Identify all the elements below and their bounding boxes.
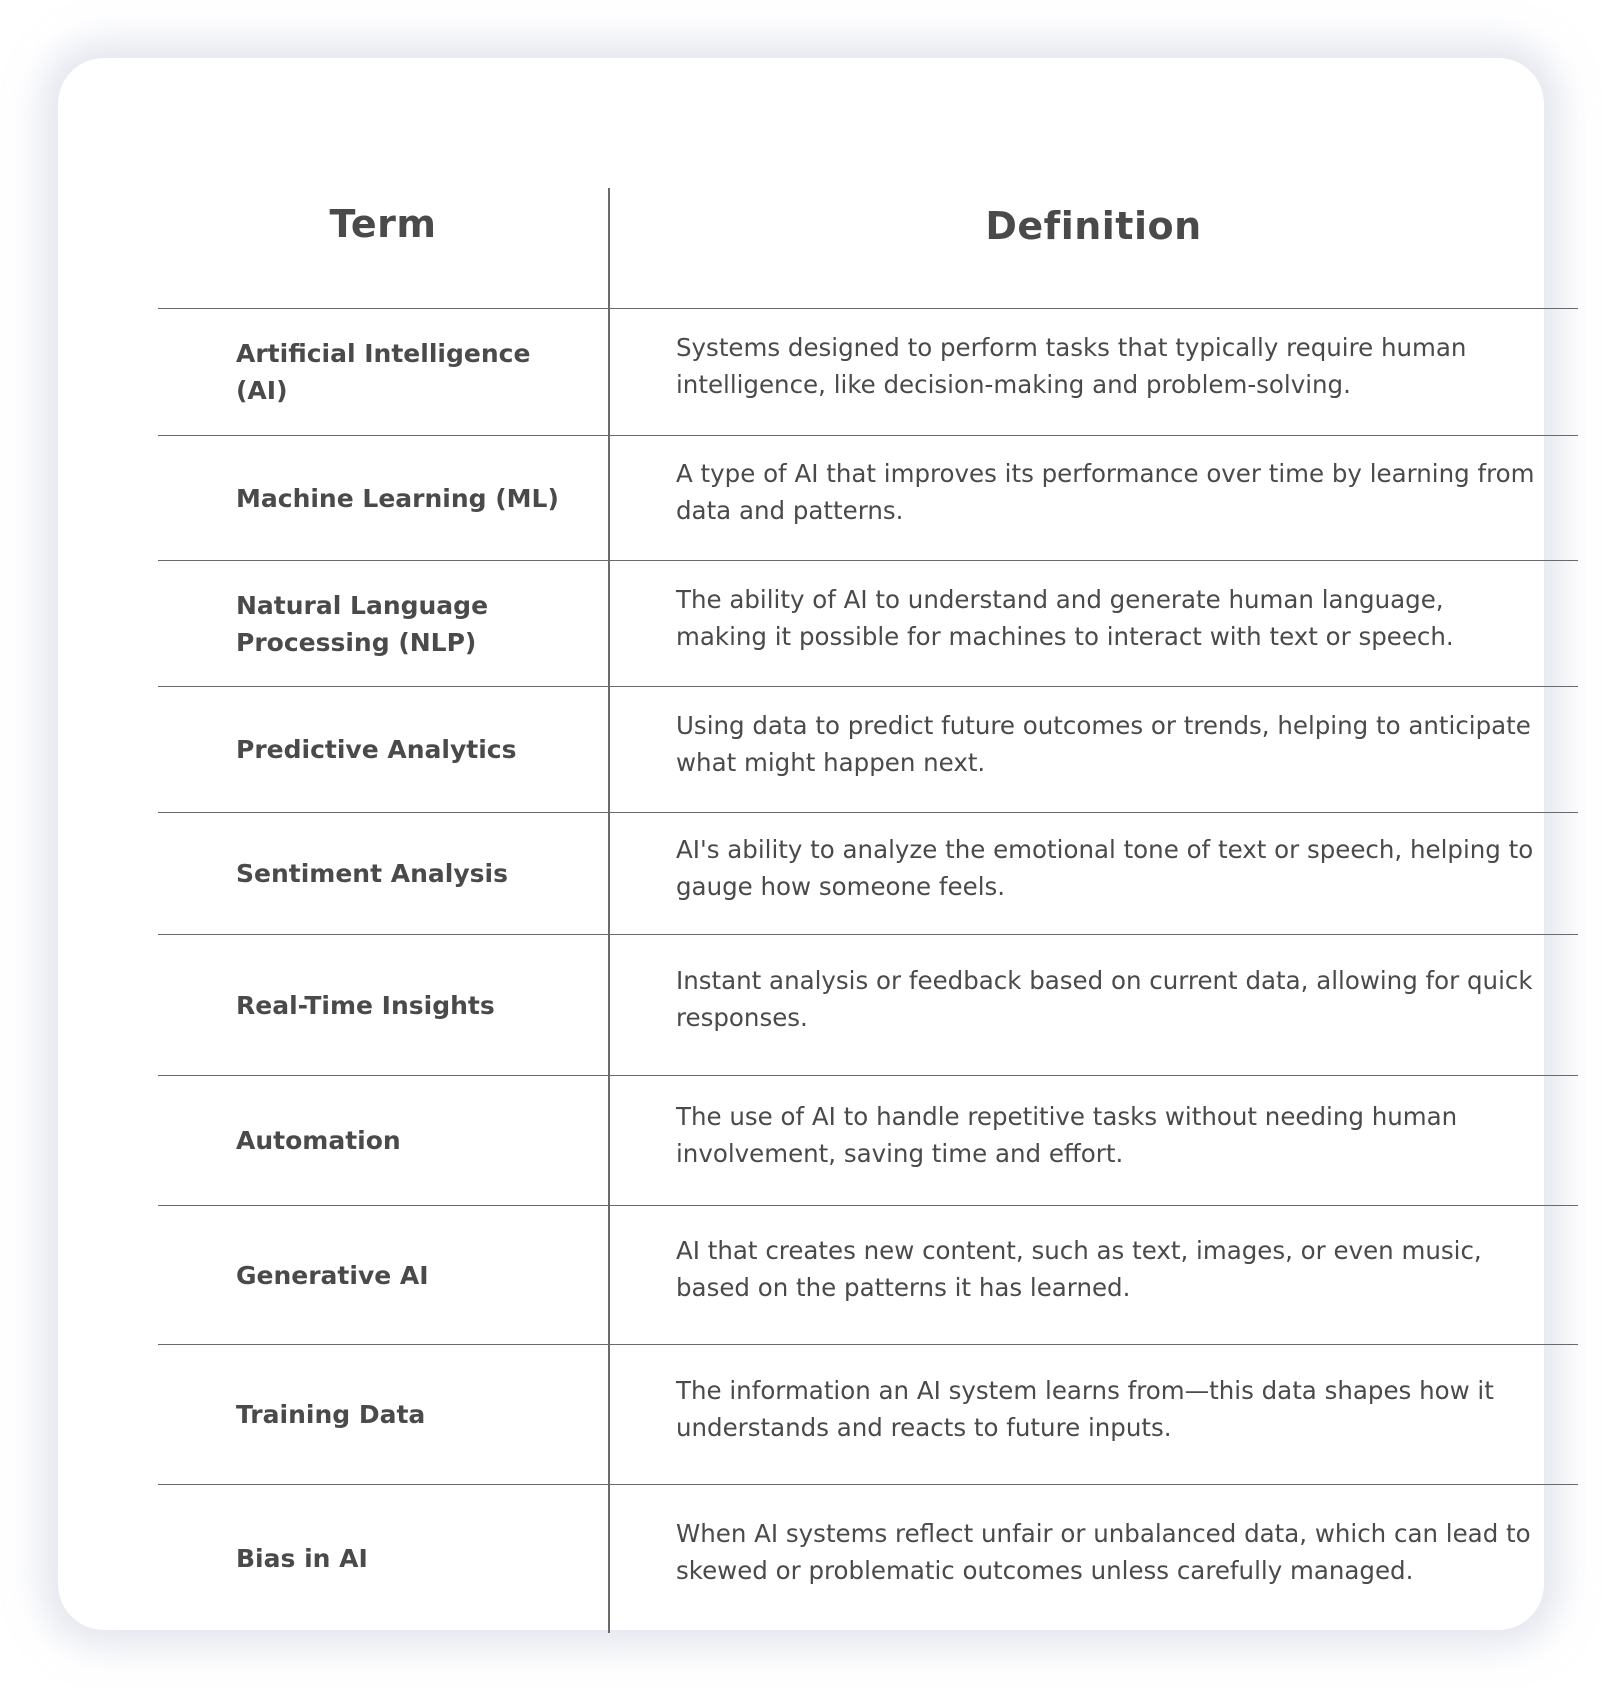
term-column-header: Term — [329, 202, 437, 246]
table-row — [158, 1345, 1578, 1485]
glossary-table — [158, 188, 1578, 1631]
term-cell: Real-Time Insights — [236, 990, 495, 1020]
table-header — [158, 188, 1578, 309]
table-row — [158, 1206, 1578, 1345]
term-cell: Natural Language Processing (NLP) — [236, 590, 489, 657]
table-row — [158, 309, 1578, 436]
term-cell: Training Data — [236, 1400, 426, 1429]
table-row — [158, 687, 1578, 813]
table-row — [158, 935, 1578, 1076]
table-row — [158, 436, 1578, 561]
glossary-card — [58, 58, 1544, 1630]
definition-cell: AI that creates new content, such as text, images, or even music, based on the patterns it has learned. — [676, 1236, 1482, 1302]
term-cell: Artificial Intelligence (AI) — [236, 339, 531, 405]
definition-cell: When AI systems reflect unfair or unbalanced data, which can lead to skewed or problematic outcomes unless carefully managed. — [676, 1519, 1531, 1585]
term-cell: Predictive Analytics — [236, 735, 517, 764]
definition-cell: The information an AI system learns from—this data shapes how it understands and reacts to future inputs. — [676, 1375, 1494, 1442]
term-cell: Bias in AI — [236, 1543, 368, 1573]
table-row — [158, 561, 1578, 687]
definition-cell: AI's ability to analyze the emotional tone of text or speech, helping to gauge how someone feels. — [676, 834, 1534, 901]
table-row — [158, 1076, 1578, 1206]
definition-cell: Instant analysis or feedback based on current data, allowing for quick responses. — [676, 966, 1533, 1032]
term-cell: Automation — [236, 1126, 401, 1155]
definition-column-header: Definition — [985, 204, 1202, 248]
term-cell: Generative AI — [236, 1260, 429, 1290]
table-row — [158, 813, 1578, 935]
table-row — [158, 1485, 1578, 1631]
definition-cell: A type of AI that improves its performance over time by learning from data and patterns. — [676, 459, 1535, 525]
definition-cell: The ability of AI to understand and generate human language, making it possible for machines to interact with text or speech. — [676, 584, 1454, 651]
definition-cell: The use of AI to handle repetitive tasks without needing human involvement, saving time and effort. — [676, 1101, 1458, 1168]
definition-cell: Using data to predict future outcomes or trends, helping to anticipate what might happen next. — [676, 710, 1531, 777]
term-cell: Machine Learning (ML) — [236, 483, 559, 513]
definition-cell: Systems designed to perform tasks that typically require human intelligence, like decision-making and problem-solving. — [676, 333, 1467, 399]
term-cell: Sentiment Analysis — [236, 859, 508, 888]
